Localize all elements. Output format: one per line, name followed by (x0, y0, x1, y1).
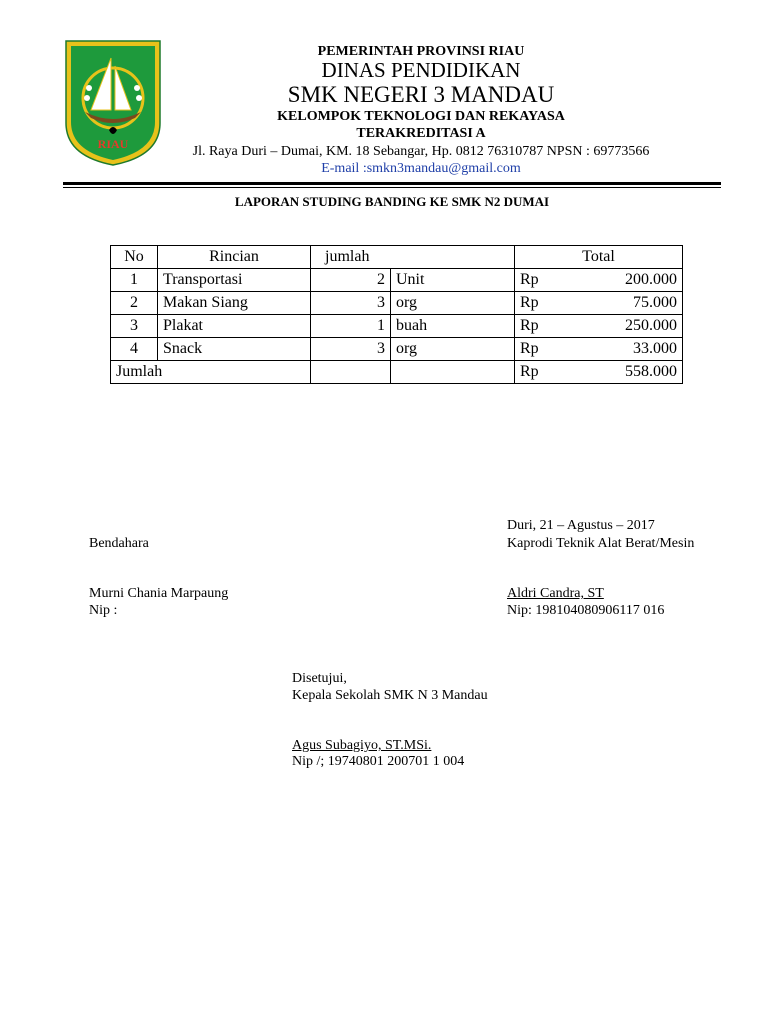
header-no: No (111, 246, 158, 269)
headmaster-nip: Nip /; 19740801 200701 1 004 (292, 754, 465, 769)
government-name: PEMERINTAH PROVINSI RIAU (317, 44, 525, 59)
footer-total (515, 361, 683, 384)
approval-label: Disetujui, (292, 671, 347, 686)
row-amount: 75.000 (633, 294, 677, 311)
email-line (160, 161, 682, 177)
header-rincian: Rincian (158, 246, 311, 269)
row-unit: Unit (391, 269, 515, 292)
row-currency: Rp (520, 294, 539, 311)
header-rule-thick (63, 182, 721, 185)
header-jumlah: jumlah (311, 246, 515, 269)
row-no: 3 (111, 315, 158, 338)
treasurer-nip: Nip : (89, 603, 118, 618)
footer-empty-unit (391, 361, 515, 384)
row-qty: 3 (311, 338, 391, 361)
school-address: Jl. Raya Duri – Dumai, KM. 18 Sebangar, Hp. 0812 76310787 NPSN : 69773566 (192, 144, 650, 159)
table-row (111, 315, 683, 338)
row-no: 4 (111, 338, 158, 361)
table-footer-row (111, 361, 683, 384)
row-unit: org (391, 292, 515, 315)
row-total (515, 269, 683, 292)
riau-province-logo (63, 38, 163, 168)
row-no: 1 (111, 269, 158, 292)
treasurer-role: Bendahara (89, 536, 149, 551)
row-qty: 3 (311, 292, 391, 315)
header-rule-thin (63, 187, 721, 188)
footer-empty-qty (311, 361, 391, 384)
cost-table (110, 245, 683, 384)
footer-amount: 558.000 (625, 363, 677, 380)
row-amount: 250.000 (625, 317, 677, 334)
department-name: DINAS PENDIDIKAN (321, 58, 521, 82)
email-link[interactable]: smkn3mandau@gmail.com (366, 161, 521, 176)
kaprodi-role: Kaprodi Teknik Alat Berat/Mesin (507, 536, 695, 551)
row-item: Transportasi (158, 269, 311, 292)
kaprodi-nip: Nip: 198104080906117 016 (507, 603, 665, 618)
row-amount: 200.000 (625, 271, 677, 288)
row-item: Makan Siang (158, 292, 311, 315)
row-total (515, 315, 683, 338)
row-no: 2 (111, 292, 158, 315)
email-label: E-mail : (321, 161, 367, 176)
row-unit: buah (391, 315, 515, 338)
row-item: Snack (158, 338, 311, 361)
row-qty: 2 (311, 269, 391, 292)
headmaster-name: Agus Subagiyo, ST.MSi. (292, 738, 432, 753)
row-currency: Rp (520, 317, 539, 334)
row-item: Plakat (158, 315, 311, 338)
table-row (111, 292, 683, 315)
header-total: Total (515, 246, 683, 269)
row-total (515, 292, 683, 315)
row-total (515, 338, 683, 361)
headmaster-role: Kepala Sekolah SMK N 3 Mandau (292, 688, 488, 703)
school-name: SMK NEGERI 3 MANDAU (287, 82, 555, 107)
row-qty: 1 (311, 315, 391, 338)
logo-text: RIAU (97, 137, 129, 151)
footer-label: Jumlah (111, 361, 311, 384)
school-group: KELOMPOK TEKNOLOGI DAN REKAYASA (277, 109, 565, 124)
table-header-row (111, 246, 683, 269)
footer-currency: Rp (520, 363, 539, 380)
row-unit: org (391, 338, 515, 361)
report-title: LAPORAN STUDING BANDING KE SMK N2 DUMAI (234, 194, 550, 209)
place-date: Duri, 21 – Agustus – 2017 (507, 518, 655, 533)
table-row (111, 338, 683, 361)
kaprodi-name: Aldri Candra, ST (507, 586, 604, 601)
row-currency: Rp (520, 271, 539, 288)
row-currency: Rp (520, 340, 539, 357)
table-row (111, 269, 683, 292)
accreditation: TERAKREDITASI A (356, 126, 486, 141)
treasurer-name: Murni Chania Marpaung (89, 586, 229, 601)
row-amount: 33.000 (633, 340, 677, 357)
